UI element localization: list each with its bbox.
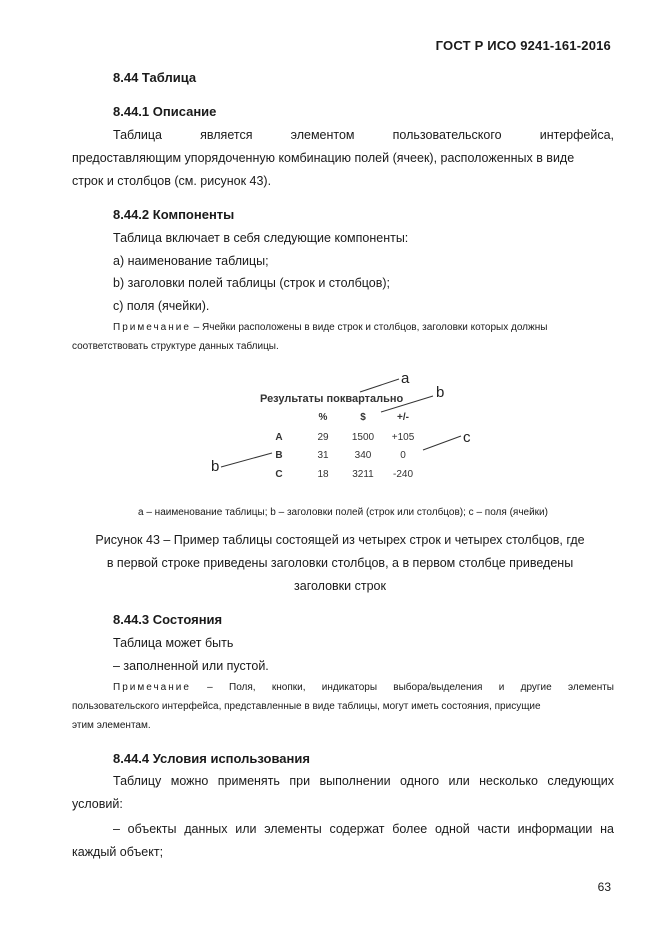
figure-row-header: C — [275, 469, 283, 480]
subsection-title-components: 8.44.2 Компоненты — [113, 207, 235, 222]
figure-cell: 18 — [317, 469, 329, 480]
subsection-title-states: 8.44.3 Состояния — [113, 612, 223, 627]
section-title: 8.44 Таблица — [113, 70, 197, 85]
note-label: Примечание — [113, 682, 191, 693]
callout-line-a — [360, 379, 399, 392]
component-item: а) наименование таблицы; — [113, 254, 269, 268]
subsection-title-usage: 8.44.4 Условия использования — [113, 751, 310, 766]
callout-label-b: b — [436, 384, 445, 401]
usage-line-1: Таблицу можно применять при выполнении одного или несколько следующих — [113, 774, 614, 788]
figure-cell: +105 — [391, 432, 415, 443]
page-number: 63 — [597, 880, 611, 894]
callout-label-c: c — [463, 429, 471, 446]
subsection-title-description: 8.44.1 Описание — [113, 104, 217, 119]
document-header: ГОСТ Р ИСО 9241-161-2016 — [435, 38, 611, 53]
note-2-line-3: этим элементам. — [72, 720, 151, 731]
figure-cell: 3211 — [352, 469, 374, 480]
note-label: Примечание — [113, 322, 191, 333]
note-2 — [113, 678, 614, 697]
figure-column-header: +/- — [397, 412, 409, 423]
note-2-line-2: пользовательского интерфейса, представленные в виде таблицы, могут иметь состояния, присущие — [72, 701, 541, 712]
usage-item-1: – объекты данных или элементы содержат более одной части информации на — [113, 822, 614, 836]
figure-row-header: B — [275, 450, 283, 461]
usage-line-2: условий: — [72, 797, 123, 811]
note-1-line-2: соответствовать структуре данных таблицы. — [72, 341, 279, 352]
states-line-1: Таблица может быть — [113, 636, 234, 650]
states-item: – заполненной или пустой. — [113, 659, 269, 673]
description-line-1: Таблица является элементом пользовательского интерфейса, — [113, 128, 614, 142]
component-item: b) заголовки полей таблицы (строк и столбцов); — [113, 276, 391, 290]
note-text: – Поля, кнопки, индикаторы выбора/выделения и другие элементы — [190, 682, 614, 693]
figure-legend: a – наименование таблицы; b – заголовки полей (строк или столбцов); c – поля (ячейки) — [138, 507, 548, 518]
figure-cell: 31 — [317, 450, 329, 461]
figure-row-header: A — [275, 432, 283, 443]
usage-item-1-cont: каждый объект; — [72, 845, 164, 859]
note-1 — [113, 318, 614, 337]
callout-label-b: b — [211, 458, 220, 475]
callout-label-a: a — [401, 370, 410, 387]
figure-cell: -240 — [392, 469, 414, 480]
component-item: c) поля (ячейки). — [113, 299, 210, 313]
figure-cell: 1500 — [351, 432, 375, 443]
figure-cell: 340 — [354, 450, 372, 461]
figure-43 — [205, 368, 485, 498]
figure-caption-line-3: заголовки строк — [294, 579, 386, 593]
figure-cell: 0 — [400, 450, 406, 461]
callout-line-b-left — [221, 453, 272, 467]
description-line-3: строк и столбцов (см. рисунок 43). — [72, 174, 272, 188]
description-line-2: предоставляющим упорядоченную комбинацию полей (ячеек), расположенных в виде — [72, 151, 575, 165]
figure-caption-line-1: Рисунок 43 – Пример таблицы состоящей из четырех строк и четырех столбцов, где — [95, 533, 585, 547]
figure-cell: 29 — [317, 432, 329, 443]
figure-table-title: Результаты поквартально — [260, 393, 404, 405]
figure-caption-line-2: в первой строке приведены заголовки столбцов, а в первом столбце приведены — [106, 556, 574, 570]
figure-column-header: % — [318, 412, 328, 423]
callout-line-c — [423, 436, 461, 450]
figure-column-header: $ — [360, 412, 366, 423]
note-text: – Ячейки расположены в виде строк и столбцов, заголовки которых должны — [190, 322, 548, 333]
components-intro: Таблица включает в себя следующие компоненты: — [113, 231, 409, 245]
